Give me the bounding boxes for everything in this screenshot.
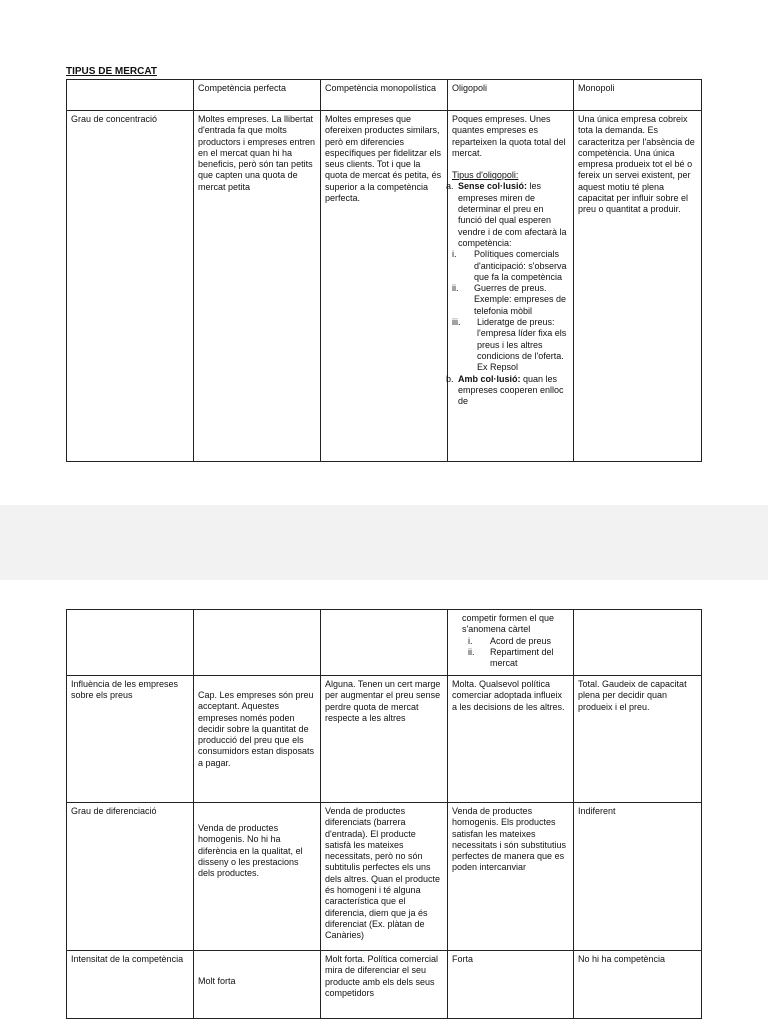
header-cell-perfecta: Competència perfecta <box>194 80 321 111</box>
continuation-text: competir formen el que s'anomena càrtel <box>462 613 555 635</box>
list-item <box>468 636 569 647</box>
cell-monopolistica: Alguna. Tenen un cert marge per augmentar el preu sense perdre quota de mercat respecte a les altres <box>321 676 448 803</box>
list-marker: ii. <box>452 283 459 294</box>
list-marker: ii. <box>468 646 475 657</box>
list-item-text: Acord de preus <box>490 635 552 646</box>
list-item <box>452 283 569 317</box>
sub-list <box>452 249 569 373</box>
cell-oligopoli: Molta. Qualsevol política comerciar adoptada influeix a les decisions de les altres. <box>448 676 574 803</box>
list-item <box>468 647 569 670</box>
cell-text: Venda de productes homogenis. No hi ha diferència en la qualitat, el disseny o les prestacions dels productes. <box>198 823 303 879</box>
cell-monopolistica: Venda de productes diferenciats (barrera d'entrada). El producte satisfà les mateixes necessitats, però no són subtitulis perfectes els uns dels altres. Quan el producte és homogeni i té alguna característica que el diferencia, diem que ja és diferenciat (Ex. plàtan de Canàries) <box>321 803 448 951</box>
cell-perfecta <box>194 951 321 1019</box>
table-row-influencia <box>67 676 702 803</box>
header-cell-monopolistica: Competència monopolística <box>321 80 448 111</box>
list-item-body <box>452 181 569 373</box>
cell-empty <box>574 610 702 676</box>
list-item-text: Repartiment del mercat <box>490 646 554 669</box>
cell-text: Molt forta <box>198 976 236 986</box>
row-label: Intensitat de la competència <box>67 951 194 1019</box>
cell-perfecta <box>194 803 321 951</box>
cell-monopoli: No hi ha competència <box>574 951 702 1019</box>
table-row-grau-concentracio <box>67 111 702 462</box>
list-item <box>446 181 569 373</box>
document-page-1 <box>0 0 768 505</box>
cartel-list <box>468 636 569 670</box>
list-item-text: Lideratge de preus: l'empresa líder fixa els preus i les altres condicions de l'oferta. Ex Repsol <box>477 317 567 373</box>
document-page-2 <box>0 580 768 1024</box>
header-cell-monopoli: Monopoli <box>574 80 702 111</box>
cell-oligopoli <box>448 111 574 462</box>
list-item <box>446 374 569 408</box>
table-header-row <box>67 80 702 111</box>
row-label: Grau de diferenciació <box>67 803 194 951</box>
cell-monopoli: Indiferent <box>574 803 702 951</box>
list-item-text: Polítiques comercials d'anticipació: s'observa que fa la competència <box>474 249 567 282</box>
table-row-diferenciacio <box>67 803 702 951</box>
list-item-bold: Amb col·lusió: <box>458 373 521 384</box>
cell-monopolistica: Moltes empreses que ofereixen productes similars, però em diferencies específiques per fidelitzar els seus clients. Tot i que la quota de mercat és petita, és superior a la competència perfecta. <box>321 111 448 462</box>
cell-empty <box>194 610 321 676</box>
cell-monopoli: Una única empresa cobreix tota la demanda. Es caracteritza per l'absència de competència. Una única empresa produeix tot el bé o fereix un servei existent, per aquest motiu té plena capacitat per influir sobre el preu o quantitat a produir. <box>574 111 702 462</box>
list-item-body <box>458 374 569 408</box>
cell-oligopoli: Forta <box>448 951 574 1019</box>
oligopoli-tipus-list <box>446 181 569 407</box>
list-marker: i. <box>468 635 473 646</box>
oligopoli-tipus-heading: Tipus d'oligopoli: <box>452 170 519 181</box>
row-label: Influència de les empreses sobre els preus <box>67 676 194 803</box>
list-marker: a. <box>446 181 454 192</box>
header-cell-empty <box>67 80 194 111</box>
oligopoli-intro: Poques empreses. Unes quantes empreses es reparteixen la quota total del mercat. <box>452 114 566 158</box>
market-types-table <box>66 79 702 462</box>
list-item-bold: Sense col·lusió: <box>458 181 528 192</box>
cell-empty <box>321 610 448 676</box>
cell-monopolistica: Molt forta. Política comercial mira de diferenciar el seu producte amb els dels seus competidors <box>321 951 448 1019</box>
row-label-empty <box>67 610 194 676</box>
list-item-text: les empreses miren de determinar el preu en funció del qual esperen vendre i de com afectarà la competència: <box>458 181 567 248</box>
market-types-table-continued <box>66 609 702 1019</box>
cell-oligopoli: Venda de productes homogenis. Els productes satisfan les mateixes necessitats i són substitutius perfectes de manera que es poden intercanviar <box>448 803 574 951</box>
cell-perfecta <box>194 676 321 803</box>
cell-monopoli: Total. Gaudeix de capacitat plena per decidir quan produeix i el preu. <box>574 676 702 803</box>
header-cell-oligopoli: Oligopoli <box>448 80 574 111</box>
list-marker: iii. <box>452 317 461 328</box>
table-row-continuation <box>67 610 702 676</box>
list-item-text: quan les empreses cooperen enlloc de <box>458 373 564 407</box>
document-title: TIPUS DE MERCAT <box>66 66 157 77</box>
row-label: Grau de concentració <box>67 111 194 462</box>
table-row-intensitat <box>67 951 702 1019</box>
list-item-text: Guerres de preus. Exemple: empreses de telefonia mòbil <box>474 283 567 316</box>
list-item <box>452 317 569 373</box>
list-item <box>452 249 569 283</box>
cell-text: Cap. Les empreses són preu acceptant. Aquestes empreses només poden decidir sobre la quantitat de producció del preu que els consumidors estan disposats a pagar. <box>198 690 315 768</box>
cell-oligopoli-continued <box>448 610 574 676</box>
list-marker: i. <box>452 249 457 260</box>
cell-perfecta: Moltes empreses. La llibertat d'entrada fa que molts productors i empreses entren en el mercat quan hi ha beneficis, però són tan petits que capten una quota de mercat petita <box>194 111 321 462</box>
list-marker: b. <box>446 373 454 384</box>
